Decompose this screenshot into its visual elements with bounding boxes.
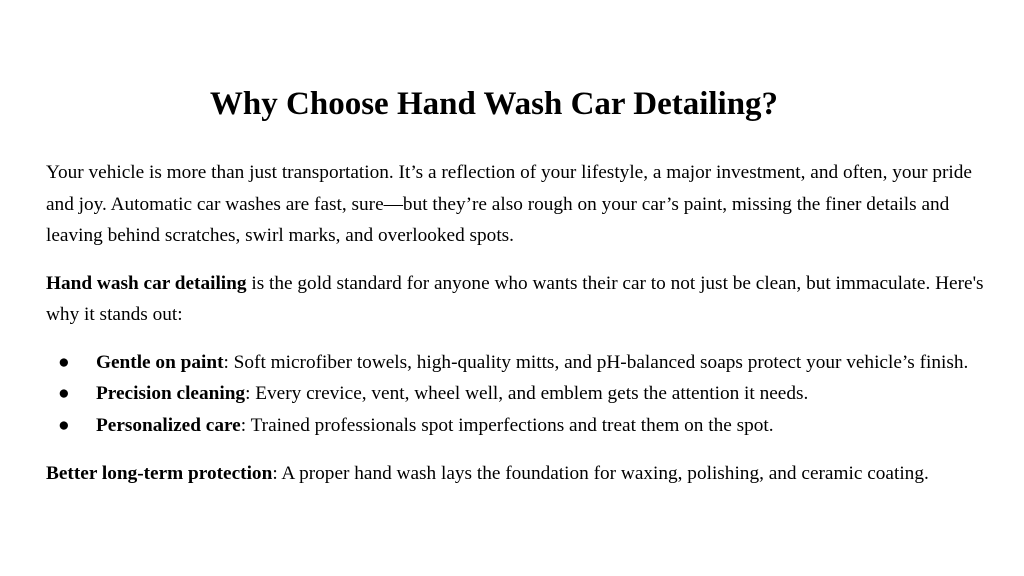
benefits-list: [46, 347, 986, 442]
list-item: [46, 378, 986, 410]
list-item: [46, 410, 986, 442]
standard-heading: Hand wash car detailing: [46, 272, 247, 294]
list-item-heading: Precision cleaning: [96, 383, 246, 404]
list-item-heading: Gentle on paint: [96, 351, 224, 373]
protection-paragraph: [46, 458, 986, 490]
list-item: [46, 347, 986, 379]
bullet-icon: ●: [58, 351, 70, 373]
bullet-icon: ●: [58, 414, 70, 436]
standard-paragraph: [46, 268, 986, 331]
list-item-text: : Soft microfiber towels, high-quality mitts, and pH-balanced soaps protect your vehicle’s finish.: [223, 351, 969, 373]
standard-text: is the gold standard for anyone who wants their car to not just be clean, but immaculate. Here's why it stands out:: [46, 272, 984, 325]
list-item-heading: Personalized care: [96, 414, 241, 436]
protection-text: : A proper hand wash lays the foundation for waxing, polishing, and ceramic coating.: [272, 463, 929, 484]
list-item-text: : Trained professionals spot imperfections and treat them on the spot.: [240, 414, 774, 436]
bullet-icon: ●: [58, 383, 70, 404]
intro-paragraph: Your vehicle is more than just transportation. It’s a reflection of your lifestyle, a major investment, and often, your pride and joy. Automatic car washes are fast, sure—but they’re also rough on your car’s paint, missing the finer details and leaving behind scratches, swirl marks, and overlooked spots.: [46, 162, 972, 246]
page-title: Why Choose Hand Wash Car Detailing?: [209, 86, 779, 123]
protection-heading: Better long-term protection: [46, 463, 273, 484]
list-item-text: : Every crevice, vent, wheel well, and emblem gets the attention it needs.: [245, 383, 809, 404]
article-body: [46, 157, 986, 506]
